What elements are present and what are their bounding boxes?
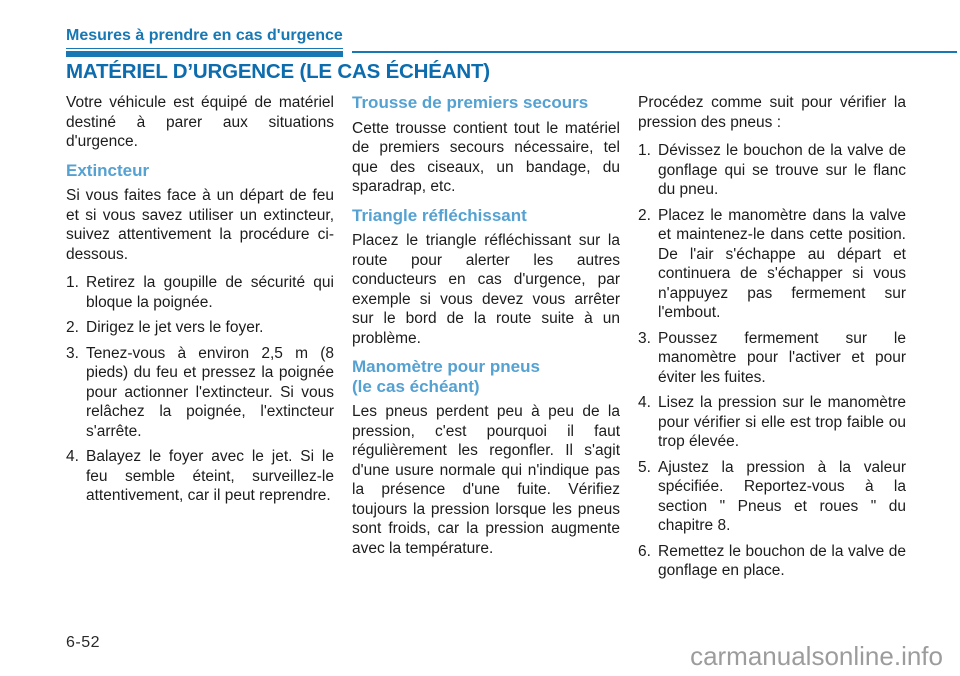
- column-right: [638, 93, 906, 587]
- step-text: Remettez le bouchon de la valve de gonflage en place.: [658, 542, 906, 579]
- step-text: Poussez fermement sur le manomètre pour l'activer et pour éviter les fuites.: [658, 329, 906, 386]
- breadcrumb-underline-bar: [66, 51, 343, 57]
- step-number: 3.: [66, 344, 79, 362]
- step-number: 4.: [638, 394, 651, 411]
- list-item: [638, 458, 906, 536]
- paragraph-extincteur-intro: Si vous faites face à un départ de feu et si vous savez utiliser un extincteur, suivez attentivement la procédure ci-dessous.: [66, 187, 334, 263]
- column-middle: [352, 93, 620, 587]
- list-item: [66, 273, 334, 312]
- chapter-header: [66, 26, 957, 57]
- subsection-heading-manometre: [352, 357, 620, 396]
- step-number: 6.: [638, 542, 651, 560]
- step-text: Ajustez la pression à la valeur spécifiée. Reportez-vous à la section " Pneus et roues " du chapitre 8.: [658, 458, 906, 534]
- step-text: Retirez la goupille de sécurité qui bloque la poignée.: [86, 274, 334, 311]
- step-number: 1.: [66, 274, 79, 291]
- paragraph-pression-intro: Procédez comme suit pour vérifier la pression des pneus :: [638, 94, 906, 131]
- list-item: [638, 206, 906, 323]
- list-item: [66, 318, 334, 338]
- subsection-heading-triangle: Triangle réfléchissant: [352, 205, 527, 225]
- subsection-heading-extincteur: Extincteur: [66, 160, 150, 180]
- step-text: Dirigez le jet vers le foyer.: [86, 319, 264, 336]
- page-content: [66, 93, 906, 587]
- column-left: [66, 93, 334, 587]
- step-text: Tenez-vous à environ 2,5 m (8 pieds) du feu et pressez la poignée pour actionner l'extincteur. Si vous relâchez la poignée, l'extincteur s'arrête.: [86, 344, 334, 440]
- pression-steps-list: [638, 141, 906, 581]
- list-item: [66, 344, 334, 442]
- step-number: 4.: [66, 448, 79, 465]
- paragraph-trousse: Cette trousse contient tout le matériel de premiers secours nécessaire, tel que des ciseaux, un bandage, du sparadrap, etc.: [352, 119, 620, 195]
- step-text: Dévissez le bouchon de la valve de gonflage qui se trouve sur le flanc du pneu.: [658, 142, 906, 198]
- step-number: 2.: [638, 206, 651, 224]
- list-item: [638, 393, 906, 452]
- list-item: [66, 447, 334, 506]
- list-item: [638, 542, 906, 581]
- subsection-heading-line2: (le cas échéant): [352, 376, 480, 396]
- step-number: 3.: [638, 329, 651, 347]
- breadcrumb-label: Mesures à prendre en cas d'urgence: [66, 26, 343, 49]
- page-number: 6-52: [66, 634, 101, 651]
- step-text: Placez le manomètre dans la valve et maintenez-le dans cette position. De l'air s'échappe au départ et continuera de s'échapper si vous n'appuyez pas fermement sur l'embout.: [658, 206, 906, 321]
- extincteur-steps-list: [66, 273, 334, 506]
- step-number: 2.: [66, 319, 79, 336]
- breadcrumb: [66, 26, 343, 57]
- step-text: Lisez la pression sur le manomètre pour vérifier si elle est trop faible ou trop élevée.: [658, 394, 906, 450]
- step-number: 1.: [638, 142, 651, 159]
- page-title: MATÉRIEL D’URGENCE (LE CAS ÉCHÉANT): [66, 60, 490, 83]
- subsection-heading-trousse: Trousse de premiers secours: [352, 93, 589, 112]
- header-rule: [352, 51, 957, 53]
- list-item: [638, 141, 906, 200]
- step-number: 5.: [638, 458, 651, 476]
- watermark: carmanualsonline.info: [690, 641, 943, 671]
- paragraph-manometre: Les pneus perdent peu à peu de la pression, c'est pourquoi il faut régulièrement les regonfler. Il s'agit d'une usure normale qui n'indique pas la présence d'une fuite. Vérifiez toujours la pression lorsque les pneus sont froids, car la pression augmente avec la température.: [352, 403, 620, 557]
- step-text: Balayez le foyer avec le jet. Si le feu semble éteint, surveillez-le attentivement, car il peut reprendre.: [86, 448, 334, 504]
- paragraph-intro: Votre véhicule est équipé de matériel destiné à parer aux situations d'urgence.: [66, 94, 334, 150]
- list-item: [638, 329, 906, 388]
- paragraph-triangle: Placez le triangle réfléchissant sur la route pour alerter les autres conducteurs en cas d'urgence, par exemple si vous devez vous arrêter sur le bord de la route suite à un problème.: [352, 232, 620, 347]
- subsection-heading-line1: Manomètre pour pneus: [352, 357, 540, 376]
